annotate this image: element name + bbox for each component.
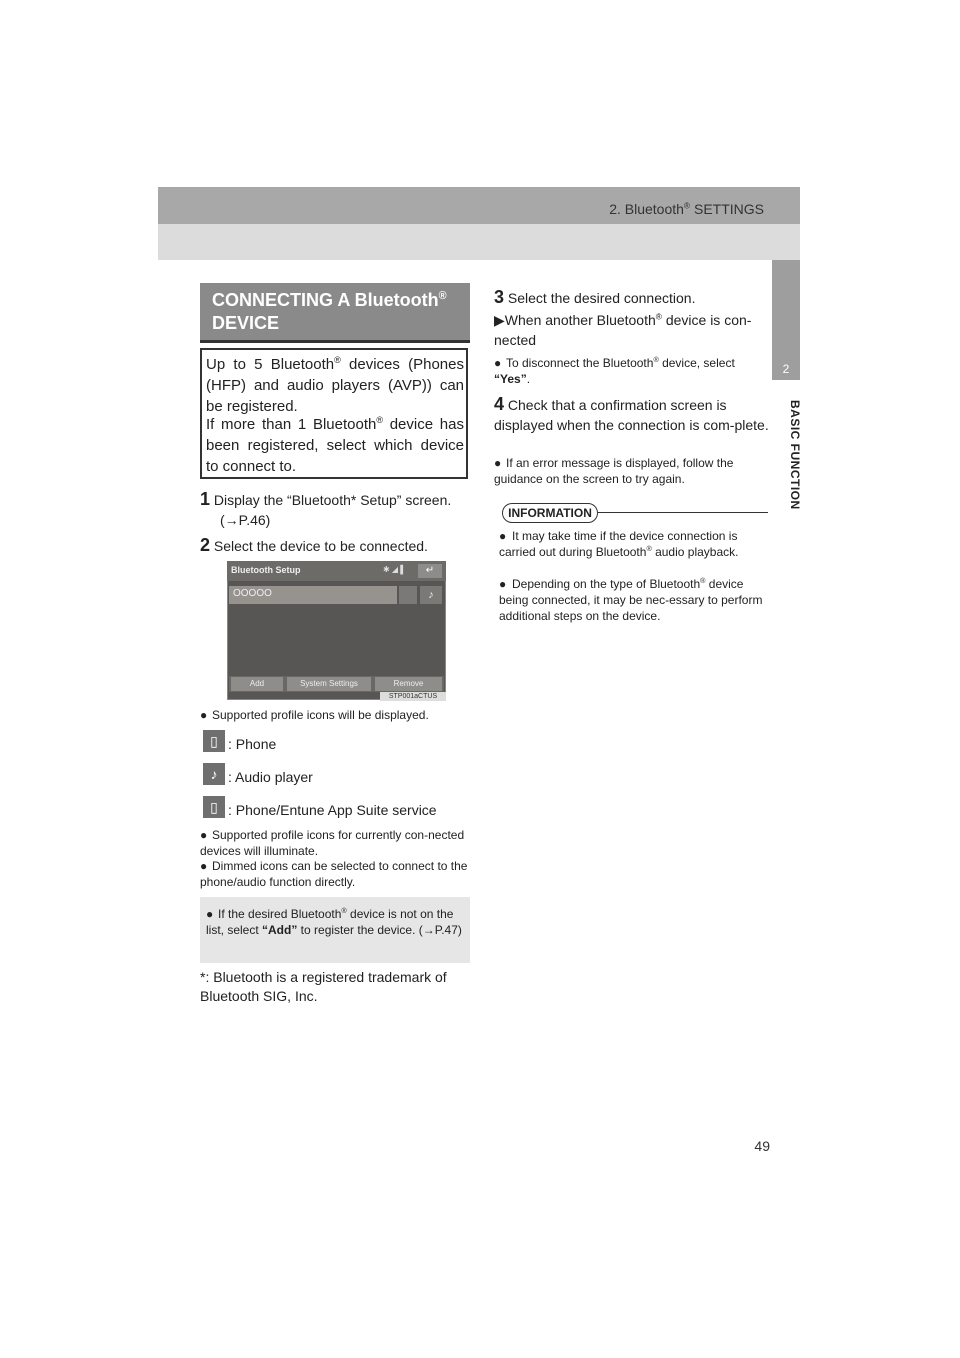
bullet-disconnect: ● To disconnect the Bluetooth® device, select “Yes”. xyxy=(494,355,735,386)
status-icons: ✱ ◢ ▌ xyxy=(383,565,406,574)
phone-app-icon: ▯ xyxy=(203,796,225,818)
intro-paragraph-2: If more than 1 Bluetooth® device has been registered, select which device to connect to. xyxy=(206,415,464,475)
note-add-device: ● If the desired Bluetooth® device is not on the list, select “Add” to register the device. (→P.47) xyxy=(206,906,462,937)
intro-paragraph-1: Up to 5 Bluetooth® devices (Phones (HFP) and audio players (AVP)) can be registered. xyxy=(206,355,464,415)
bullet-illuminate: ● Supported profile icons for currently con-nected devices will illuminate. xyxy=(200,828,465,858)
chapter-title: 2. Bluetooth® SETTINGS xyxy=(609,200,764,217)
phone-icon xyxy=(399,586,417,604)
step-4: 4 Check that a confirmation screen is displayed when the connection is com-plete. xyxy=(494,394,769,433)
icon-label-phone: : Phone xyxy=(228,736,277,752)
system-settings-button: System Settings xyxy=(287,677,371,691)
device-name: OOOOO xyxy=(233,588,272,599)
information-rule xyxy=(598,512,768,513)
bullet-dimmed: ● Dimmed icons can be selected to connect to the phone/audio function directly. xyxy=(200,859,468,889)
figure-code: STP001aCTUS xyxy=(380,692,446,701)
info-item-1: ● It may take time if the device connection is carried out during Bluetooth® audio playback. xyxy=(499,529,739,559)
information-badge: INFORMATION xyxy=(502,503,598,523)
section-rule xyxy=(200,340,470,343)
icon-label-audio: : Audio player xyxy=(228,769,313,785)
music-note-icon: ♪ xyxy=(420,586,442,604)
arrow-another-device: ▶When another Bluetooth® device is con-nected xyxy=(494,311,752,348)
bullet-error: ● If an error message is displayed, follow the guidance on the screen to try again. xyxy=(494,456,734,486)
step-3: 3 Select the desired connection. xyxy=(494,287,696,307)
phone-icon: ▯ xyxy=(203,730,225,752)
section-heading: CONNECTING A Bluetooth® DEVICE xyxy=(212,290,447,333)
page-number: 49 xyxy=(754,1138,770,1154)
triangle-icon: ▶ xyxy=(494,312,505,328)
chapter-tab-number: 2 xyxy=(782,362,790,376)
back-icon: ↵ xyxy=(418,564,442,578)
icon-label-phone-app: : Phone/Entune App Suite service xyxy=(228,802,437,818)
info-item-2: ● Depending on the type of Bluetooth® device being connected, it may be nec-essary to perform additional steps on the device. xyxy=(499,576,763,623)
bullet-profile-icons: ● Supported profile icons will be displayed. xyxy=(200,708,429,722)
add-button: Add xyxy=(231,677,283,691)
screenshot-title: Bluetooth Setup xyxy=(231,565,301,575)
music-note-icon: ♪ xyxy=(203,763,225,785)
remove-button: Remove xyxy=(375,677,442,691)
step-1: 1 Display the “Bluetooth* Setup” screen. (→P.46) xyxy=(200,489,452,528)
step-2: 2 Select the device to be connected. xyxy=(200,535,428,555)
chapter-tab-label: BASIC FUNCTION xyxy=(788,400,802,510)
footnote: *: Bluetooth is a registered trademark of Bluetooth SIG, Inc. xyxy=(200,969,447,1004)
